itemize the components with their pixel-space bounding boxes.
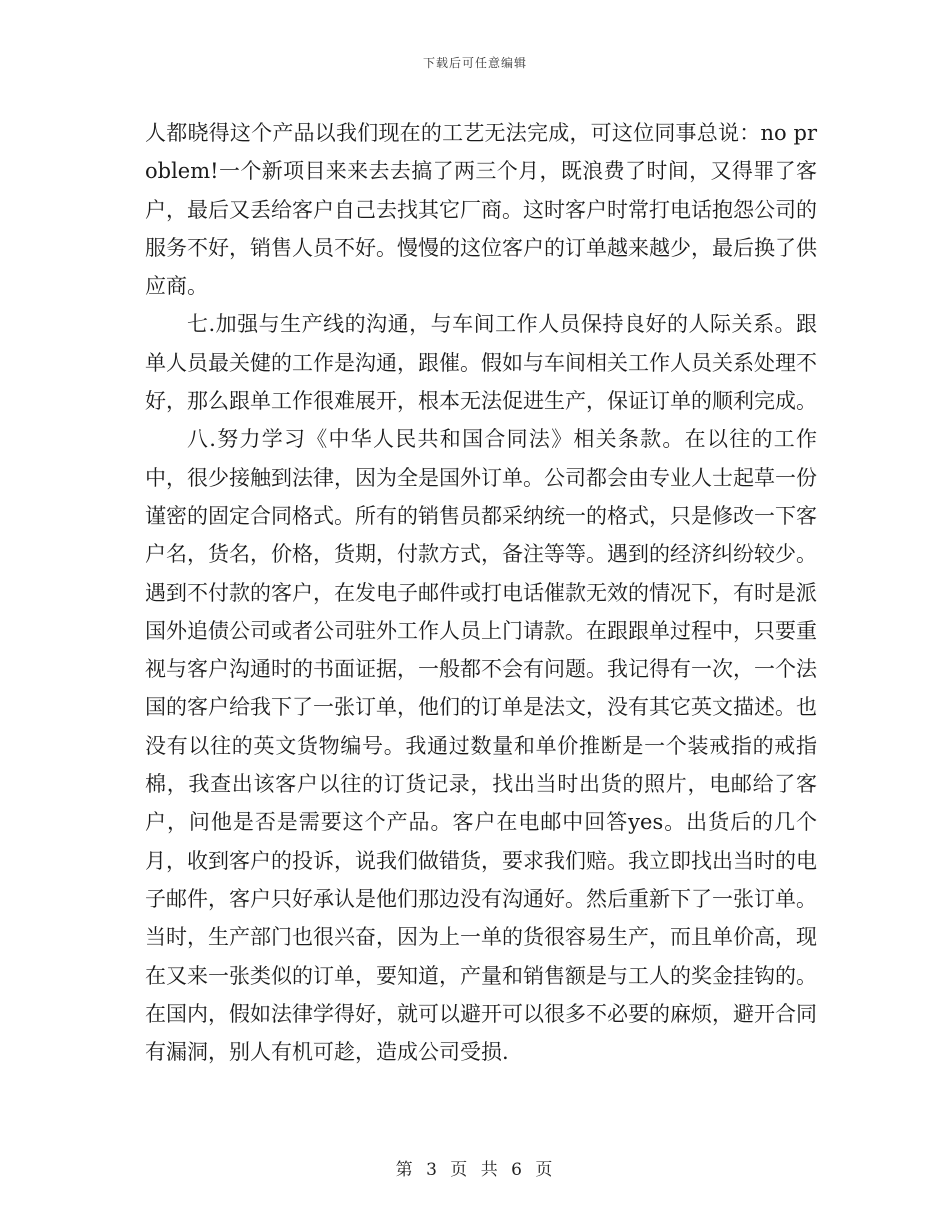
document-body — [145, 114, 817, 1071]
paragraph-section-8: 八.努力学习《中华人民共和国合同法》相关条款。在以往的工作中，很少接触到法律，因为全是国外订单。公司都会由专业人士起草一份谨密的固定合同格式。所有的销售员都采纳统一的格式，只是修改一下客户名，货名，价格，货期，付款方式，备注等等。遇到的经济纠纷较少。遇到不付款的客户，在发电子邮件或打电话催款无效的情况下，有时是派国外追债公司或者公司驻外工作人员上门请款。在跟跟单过程中，只要重视与客户沟通时的书面证据，一般都不会有问题。我记得有一次，一个法国的客户给我下了一张订单，他们的订单是法文，没有其它英文描述。也没有以往的英文货物编号。我通过数量和单价推断是一个装戒指的戒指棉，我查出该客户以往的订货记录，找出当时出货的照片，电邮给了客户，问他是否是需要这个产品。客户在电邮中回答yes。出货后的几个月，收到客户的投诉，说我们做错货，要求我们赔。我立即找出当时的电子邮件，客户只好承认是他们那边没有沟通好。然后重新下了一张订单。当时，生产部门也很兴奋，因为上一单的货很容易生产，而且单价高，现在又来一张类似的订单，要知道，产量和销售额是与工人的奖金挂钩的。在国内，假如法律学得好，就可以避开可以很多不必要的麻烦，避开合同有漏洞，别人有机可趁，造成公司受损. — [145, 427, 817, 1065]
page-header: 下载后可任意编辑 — [422, 56, 527, 70]
paragraph-section-7: 七.加强与生产线的沟通，与车间工作人员保持良好的人际关系。跟单人员最关健的工作是沟通，跟催。假如与车间相关工作人员关系处理不好，那么跟单工作很难展开，根本无法促进生产，保证订单的顺利完成。 — [145, 312, 817, 414]
page-number-footer: 第 3 页 共 6 页 — [395, 1160, 555, 1180]
paragraph-continuation: 人都晓得这个产品以我们现在的工艺无法完成，可这位同事总说：no problem!一个新项目来来去去搞了两三个月，既浪费了时间，又得罪了客户，最后又丢给客户自己去找其它厂商。这时客户时常打电话抱怨公司的服务不好，销售人员不好。慢慢的这位客户的订单越来越少，最后换了供应商。 — [145, 121, 817, 299]
